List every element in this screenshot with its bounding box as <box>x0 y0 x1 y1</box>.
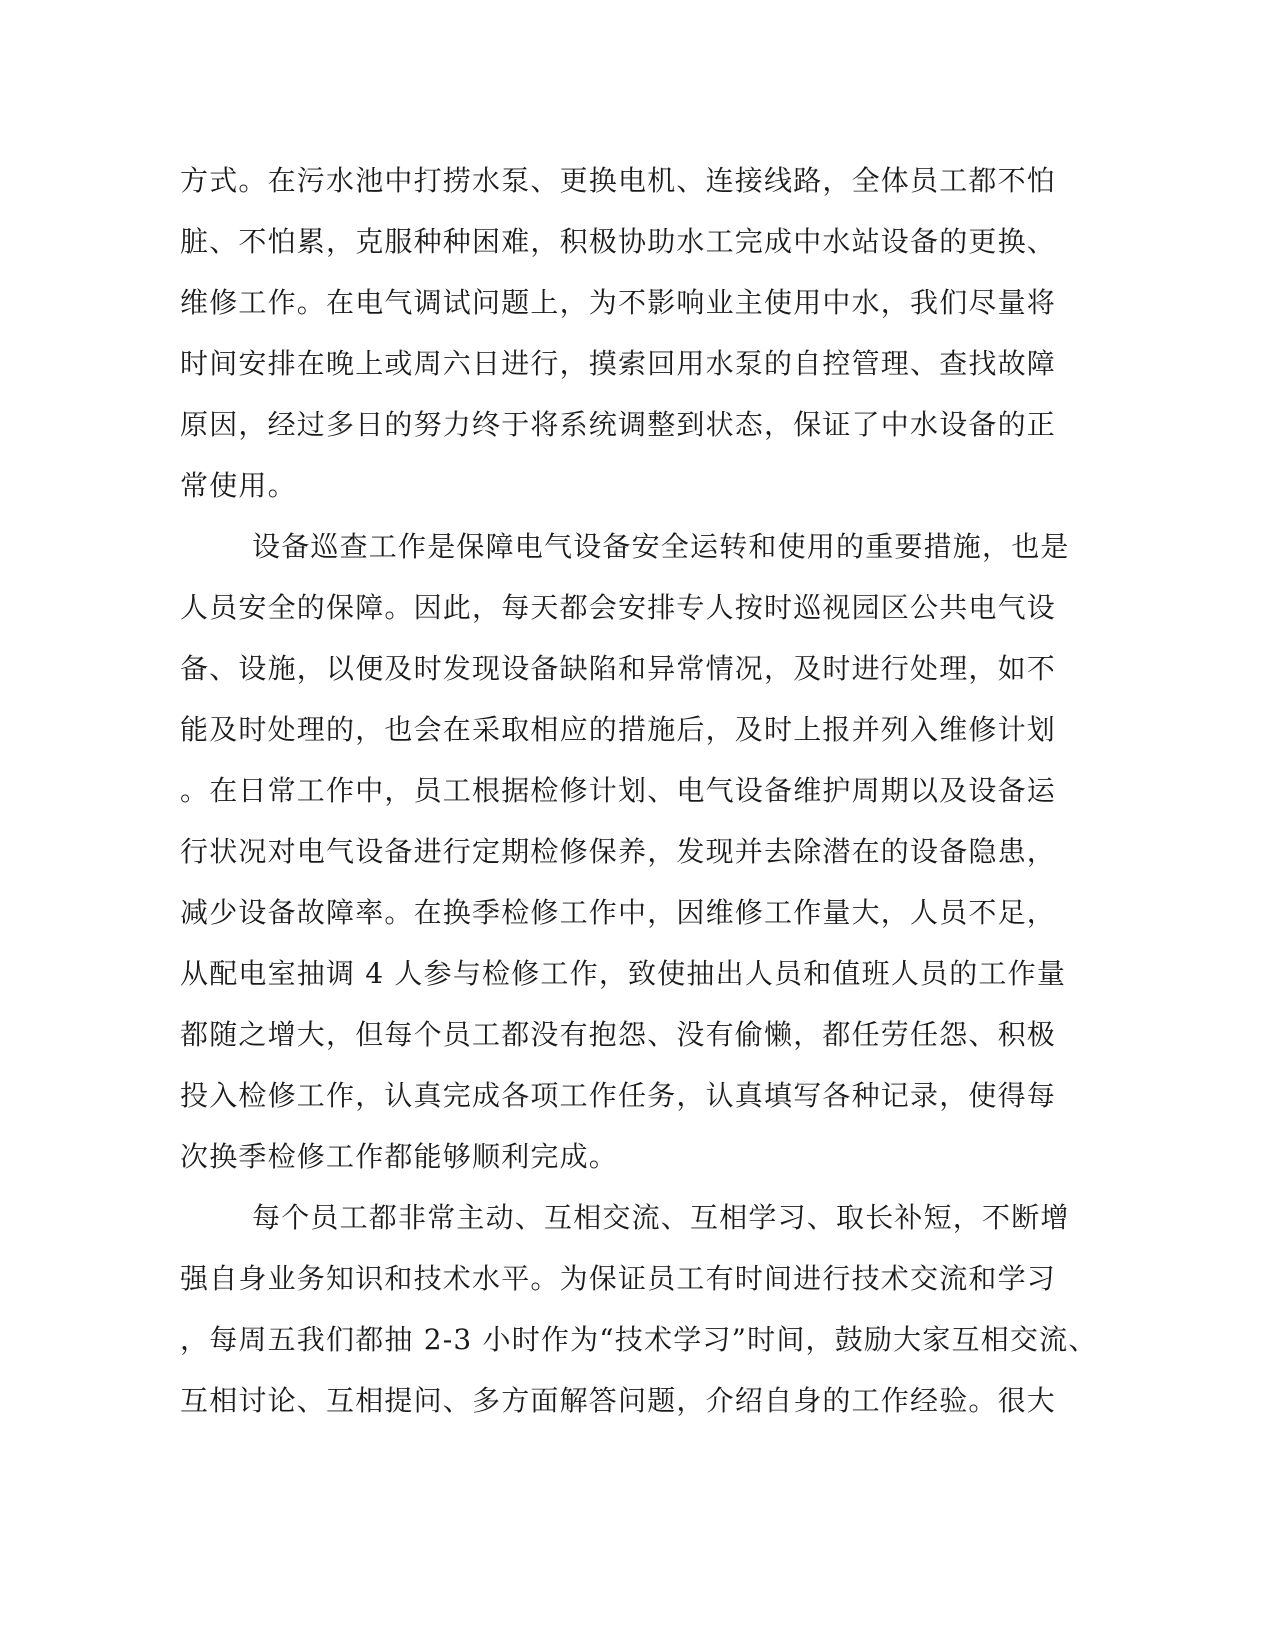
text-line: 。在日常工作中，员工根据检修计划、电气设备维护周期以及设备运 <box>180 774 1057 807</box>
text-line: 方式。在污水池中打捞水泵、更换电机、连接线路，全体员工都不怕 <box>180 164 1057 197</box>
paragraph-start-line: 每个员工都非常主动、互相交流、互相学习、取长补短，不断增 <box>252 1201 1070 1234</box>
text-line: 维修工作。在电气调试问题上，为不影响业主使用中水，我们尽量将 <box>180 286 1057 319</box>
text-line: 都随之增大，但每个员工都没有抱怨、没有偷懒，都任劳任怨、积极 <box>180 1018 1057 1051</box>
text-line: 常使用。 <box>180 469 297 502</box>
text-line: 脏、不怕累，克服种种困难，积极协助水工完成中水站设备的更换、 <box>180 225 1057 258</box>
text-line: 人员安全的保障。因此，每天都会安排专人按时巡视园区公共电气设 <box>180 591 1057 624</box>
text-line: 能及时处理的，也会在采取相应的措施后，及时上报并列入维修计划 <box>180 713 1057 746</box>
text-line: 减少设备故障率。在换季检修工作中，因维修工作量大，人员不足， <box>180 896 1057 929</box>
text-line: 备、设施，以便及时发现设备缺陷和异常情况，及时进行处理，如不 <box>180 652 1057 685</box>
text-line: ，每周五我们都抽 2-3 小时作为“技术学习”时间，鼓励大家互相交流、 <box>180 1323 1098 1356</box>
text-line: 时间安排在晚上或周六日进行，摸索回用水泵的自控管理、查找故障 <box>180 347 1057 380</box>
text-line: 原因，经过多日的努力终于将系统调整到状态，保证了中水设备的正 <box>180 408 1057 441</box>
text-line: 行状况对电气设备进行定期检修保养，发现并去除潜在的设备隐患， <box>180 835 1057 868</box>
text-line: 互相讨论、互相提问、多方面解答问题，介绍自身的工作经验。很大 <box>180 1384 1057 1417</box>
paragraph-start-line: 设备巡查工作是保障电气设备安全运转和使用的重要措施，也是 <box>252 530 1070 563</box>
text-line: 强自身业务知识和技术水平。为保证员工有时间进行技术交流和学习 <box>180 1262 1057 1295</box>
text-line: 从配电室抽调 4 人参与检修工作，致使抽出人员和值班人员的工作量 <box>180 957 1067 990</box>
text-line: 投入检修工作，认真完成各项工作任务，认真填写各种记录，使得每 <box>180 1079 1057 1112</box>
body-text <box>180 150 1098 1431</box>
text-line: 次换季检修工作都能够顺利完成。 <box>180 1140 619 1173</box>
